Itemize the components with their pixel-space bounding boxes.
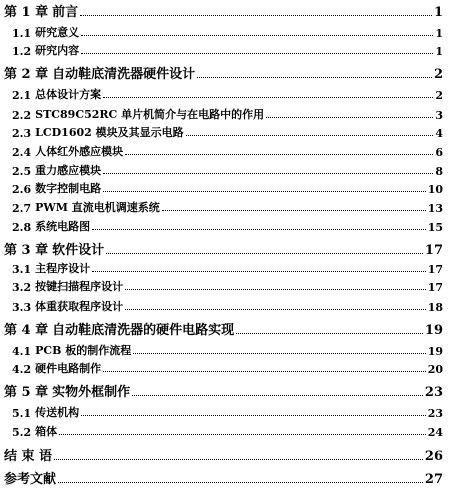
toc-entry-number: 第 2 章 — [4, 67, 49, 82]
toc-entry-number: 3.1 — [12, 263, 32, 276]
toc-entry-number: 第 3 章 — [4, 243, 49, 258]
toc-section-entry[interactable] — [0, 143, 451, 159]
dot-leader — [133, 353, 425, 354]
toc-page-number: 6 — [435, 146, 443, 159]
toc-page-number: 24 — [427, 426, 443, 439]
dot-leader — [81, 415, 426, 416]
toc-entry-title: 传送机构 — [35, 406, 80, 419]
toc-entry-title: 系统电路图 — [35, 220, 91, 233]
dot-leader — [103, 173, 433, 174]
toc-entry-number: 5.1 — [12, 407, 32, 420]
toc-entry-number: 3.3 — [12, 301, 32, 314]
toc-page-number: 26 — [424, 449, 443, 464]
toc-entry-title: LCD1602 模块及其显示电路 — [35, 126, 184, 139]
toc-entry-number: 4.1 — [12, 345, 32, 358]
toc-page-number: 19 — [427, 345, 443, 358]
toc-entry-title: 硬件电路制作 — [35, 362, 102, 375]
toc-page-number: 1 — [435, 45, 443, 58]
toc-page-number: 13 — [427, 202, 443, 215]
dot-leader — [125, 309, 426, 310]
dot-leader — [132, 395, 423, 396]
toc-entry-title: 重力感应模块 — [35, 164, 102, 177]
toc-entry-title: 结 束 语 — [4, 449, 53, 464]
toc-entry-title: 箱体 — [35, 425, 58, 438]
dot-leader — [92, 271, 426, 272]
toc-page-number: 10 — [427, 183, 443, 196]
toc-section-entry[interactable] — [0, 298, 451, 314]
toc-entry-title: PWM 直流电机调速系统 — [35, 201, 160, 214]
dot-leader — [92, 229, 426, 230]
toc-entry-title: 数字控制电路 — [35, 182, 102, 195]
toc-entry-title: 研究内容 — [35, 44, 80, 57]
toc-page-number: 19 — [424, 323, 443, 338]
dot-leader — [103, 97, 433, 98]
toc-section-entry[interactable] — [0, 42, 451, 58]
toc-section-entry[interactable] — [0, 404, 451, 420]
toc-section-entry[interactable] — [0, 162, 451, 178]
toc-page-number: 2 — [435, 89, 443, 102]
toc-entry-number: 4.2 — [12, 363, 32, 376]
toc-section-entry[interactable] — [0, 260, 451, 276]
dot-leader — [197, 77, 432, 78]
dot-leader — [59, 434, 426, 435]
toc-page-number: 17 — [424, 243, 443, 258]
toc-entry-number: 第 5 章 — [4, 385, 49, 400]
toc-entry-title: 自动鞋底清洗器的硬件电路实现 — [52, 323, 235, 338]
dot-leader — [54, 459, 423, 460]
toc-section-entry[interactable] — [0, 180, 451, 196]
toc-section-entry[interactable] — [0, 199, 451, 215]
toc-entry-number: 5.2 — [12, 426, 32, 439]
toc-entry-number: 2.7 — [12, 202, 32, 215]
toc-entry-title: 主程序设计 — [35, 262, 91, 275]
toc-chapter-entry[interactable] — [0, 469, 451, 487]
toc-chapter-entry[interactable] — [0, 320, 451, 338]
dot-leader — [125, 154, 433, 155]
toc-section-entry[interactable] — [0, 124, 451, 140]
toc-entry-title: 人体红外感应模块 — [35, 145, 124, 158]
toc-section-entry[interactable] — [0, 218, 451, 234]
toc-section-entry[interactable] — [0, 86, 451, 102]
toc-entry-title: 体重获取程序设计 — [35, 300, 124, 313]
toc-page-number: 15 — [427, 221, 443, 234]
toc-page-number: 23 — [427, 407, 443, 420]
toc-entry-number: 2.3 — [12, 127, 32, 140]
toc-page-number: 18 — [427, 301, 443, 314]
dot-leader — [236, 333, 423, 334]
toc-section-entry[interactable] — [0, 423, 451, 439]
toc-page-number: 1 — [435, 27, 443, 40]
dot-leader — [106, 253, 423, 254]
toc-entry-title: PCB 板的制作流程 — [35, 344, 132, 357]
toc-entry-number: 第 1 章 — [4, 5, 49, 20]
toc-section-entry[interactable] — [0, 106, 451, 122]
toc-section-entry[interactable] — [0, 342, 451, 358]
toc-entry-title: STC89C52RC 单片机简介与在电路中的作用 — [35, 108, 265, 121]
toc-entry-title: 自动鞋底清洗器硬件设计 — [52, 67, 196, 82]
toc-entry-number: 2.2 — [12, 109, 32, 122]
toc-section-entry[interactable] — [0, 360, 451, 376]
dot-leader — [266, 117, 433, 118]
toc-chapter-entry[interactable] — [0, 2, 451, 20]
toc-entry-number: 3.2 — [12, 281, 32, 294]
dot-leader — [186, 135, 434, 136]
toc-chapter-entry[interactable] — [0, 446, 451, 464]
dot-leader — [81, 53, 433, 54]
toc-entry-title: 总体设计方案 — [35, 88, 102, 101]
toc-page-number: 1 — [433, 5, 443, 20]
toc-page-number: 2 — [433, 67, 443, 82]
toc-entry-number: 第 4 章 — [4, 323, 49, 338]
toc-entry-number: 1.2 — [12, 45, 32, 58]
toc-entry-title: 软件设计 — [52, 243, 105, 258]
toc-entry-title: 前言 — [52, 5, 79, 20]
toc-entry-title: 参考文献 — [4, 472, 57, 487]
dot-leader — [162, 210, 426, 211]
toc-entry-number: 2.4 — [12, 146, 32, 159]
toc-chapter-entry[interactable] — [0, 64, 451, 82]
toc-page-number: 17 — [427, 281, 443, 294]
dot-leader — [125, 289, 426, 290]
dot-leader — [81, 35, 433, 36]
dot-leader — [103, 371, 426, 372]
toc-page-number: 4 — [435, 127, 443, 140]
toc-page-number: 3 — [435, 109, 443, 122]
dot-leader — [80, 15, 432, 16]
toc-page-number: 17 — [427, 263, 443, 276]
toc-entry-number: 2.6 — [12, 183, 32, 196]
toc-entry-number: 1.1 — [12, 27, 32, 40]
toc-section-entry[interactable] — [0, 24, 451, 40]
toc-page-number: 27 — [424, 472, 443, 487]
toc-chapter-entry[interactable] — [0, 240, 451, 258]
dot-leader — [58, 482, 423, 483]
toc-entry-title: 实物外框制作 — [52, 385, 131, 400]
toc-entry-number: 2.1 — [12, 89, 32, 102]
dot-leader — [103, 191, 426, 192]
toc-section-entry[interactable] — [0, 278, 451, 294]
toc-entry-title: 按键扫描程序设计 — [35, 280, 124, 293]
toc-page-number: 23 — [424, 385, 443, 400]
toc-page-number: 20 — [427, 363, 443, 376]
toc-entry-number: 2.8 — [12, 221, 32, 234]
toc-entry-title: 研究意义 — [35, 26, 80, 39]
toc-chapter-entry[interactable] — [0, 382, 451, 400]
toc-entry-number: 2.5 — [12, 165, 32, 178]
toc-page-number: 8 — [435, 165, 443, 178]
